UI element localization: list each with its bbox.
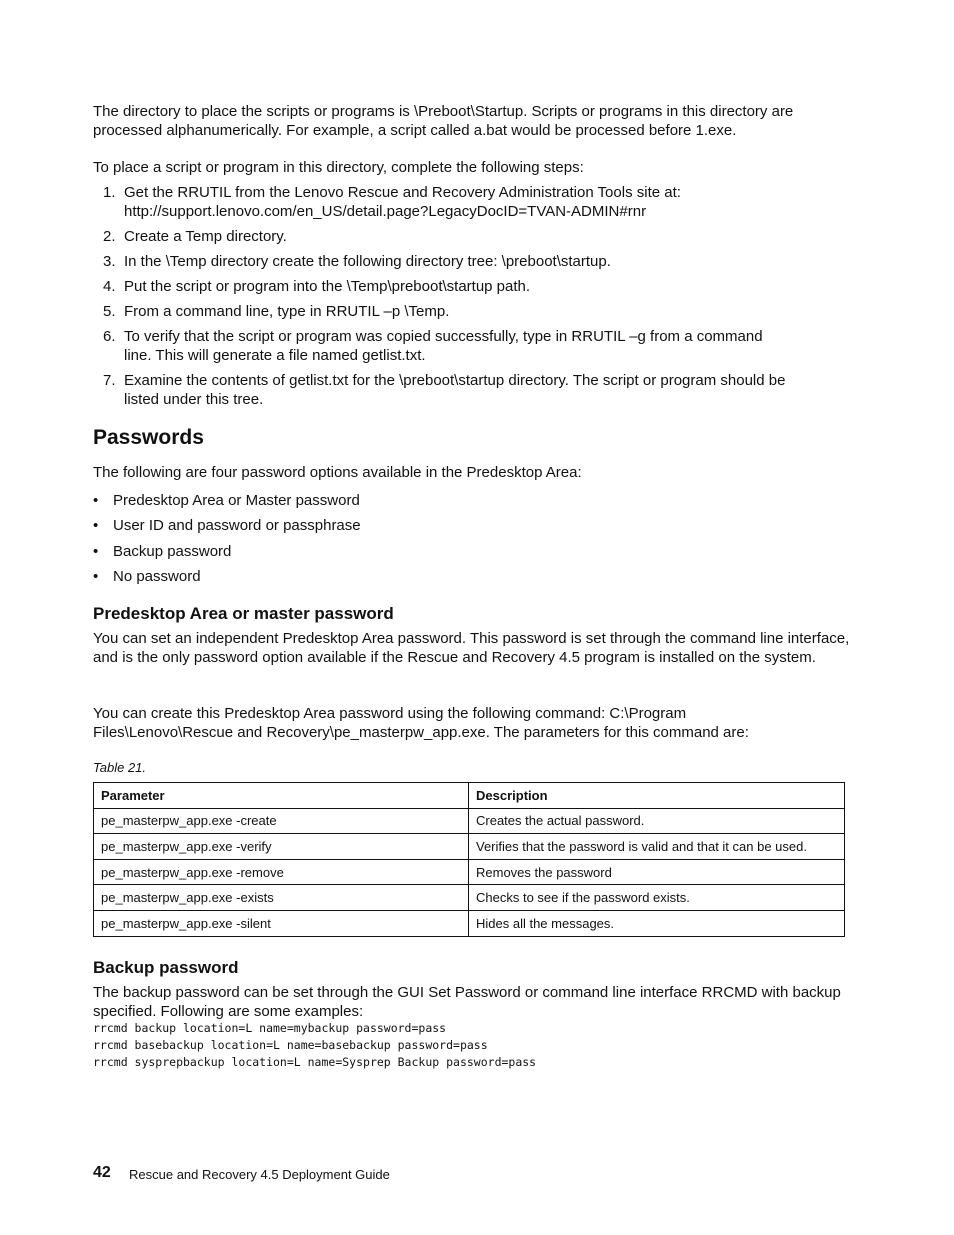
step-text: Examine the contents of getlist.txt for the \preboot\startup directory. The script or program should be	[124, 372, 786, 389]
page-footer	[93, 1164, 390, 1182]
table-header-row	[94, 783, 845, 809]
code-example: rrcmd backup location=L name=mybackup password=pass	[93, 1021, 447, 1035]
step-item	[93, 371, 853, 409]
column-header-description: Description	[469, 783, 845, 809]
table-cell: Hides all the messages.	[469, 910, 845, 936]
step-number: 4.	[103, 278, 116, 295]
step-item	[93, 183, 853, 221]
master-password-heading: Predesktop Area or master password	[93, 604, 394, 623]
code-example: rrcmd basebackup location=L name=basebackup password=pass	[93, 1038, 488, 1052]
master-password-paragraph: You can set an independent Predesktop Area password. This password is set through the command line interface, and is the only password option available if the Rescue and Recovery 4.5 program is installed on the system.	[93, 630, 850, 666]
step-item	[93, 327, 853, 365]
step-number: 2.	[103, 228, 116, 245]
step-text: Put the script or program into the \Temp\preboot\startup path.	[124, 278, 531, 295]
table-row	[94, 910, 845, 936]
list-item-text: No password	[113, 567, 201, 585]
step-text: Create a Temp directory.	[124, 228, 287, 245]
code-example: rrcmd sysprepbackup location=L name=Sysprep Backup password=pass	[93, 1055, 537, 1069]
list-item	[93, 567, 361, 586]
table-cell: Removes the password	[469, 859, 845, 885]
table-cell: pe_masterpw_app.exe -remove	[94, 859, 469, 885]
step-number: 1.	[103, 184, 116, 201]
step-text: To verify that the script or program was copied successfully, type in RRUTIL –g from a command	[124, 328, 763, 345]
list-item	[93, 516, 361, 535]
list-item-text: User ID and password or passphrase	[113, 517, 361, 535]
table-cell: pe_masterpw_app.exe -silent	[94, 910, 469, 936]
table-row	[94, 834, 845, 860]
bullet: •	[93, 567, 99, 585]
step-item	[93, 277, 853, 296]
step-number: 6.	[103, 328, 116, 345]
table-cell: pe_masterpw_app.exe -exists	[94, 885, 469, 911]
table-caption: Table 21.	[93, 760, 147, 775]
column-header-parameter: Parameter	[94, 783, 469, 809]
step-text-continued: listed under this tree.	[124, 391, 264, 408]
table-cell: Verifies that the password is valid and that it can be used.	[469, 834, 845, 860]
bullet: •	[93, 542, 99, 560]
backup-password-paragraph: The backup password can be set through the GUI Set Password or command line interface RRCMD with backup specified. Following are some examples:	[93, 984, 841, 1020]
table-cell: pe_masterpw_app.exe -verify	[94, 834, 469, 860]
step-number: 3.	[103, 253, 116, 270]
list-item	[93, 491, 361, 510]
table-cell: Creates the actual password.	[469, 808, 845, 834]
step-text: Get the RRUTIL from the Lenovo Rescue and Recovery Administration Tools site at:	[124, 184, 681, 201]
list-item-text: Predesktop Area or Master password	[113, 492, 360, 509]
table-row	[94, 885, 845, 911]
step-item	[93, 252, 853, 271]
step-number: 7.	[103, 372, 116, 389]
document-title: Rescue and Recovery 4.5 Deployment Guide	[129, 1167, 390, 1182]
intro-paragraph: The directory to place the scripts or programs is \Preboot\Startup. Scripts or programs in this directory are processed alphanumerically. For example, a script called a.bat would be processed before 1.exe.	[93, 103, 794, 139]
rrutil-link[interactable]: http://support.lenovo.com/en_US/detail.page?LegacyDocID=TVAN-ADMIN#rnr	[124, 203, 647, 220]
master-command-paragraph	[93, 704, 853, 742]
list-item-text: Backup password	[113, 542, 232, 560]
table-row	[94, 859, 845, 885]
bullet: •	[93, 517, 99, 535]
paragraph-line: You can create this Predesktop Area password using the following command: C:\Program	[93, 705, 687, 722]
table-cell: Checks to see if the password exists.	[469, 885, 845, 911]
table-row	[94, 808, 845, 834]
page-number: 42	[93, 1164, 111, 1181]
steps-list	[93, 183, 853, 415]
parameters-table	[93, 782, 845, 937]
step-item	[93, 227, 853, 246]
step-text: From a command line, type in RRUTIL –p \Temp.	[124, 303, 450, 320]
passwords-heading: Passwords	[93, 426, 204, 449]
passwords-intro: The following are four password options available in the Predesktop Area:	[93, 464, 582, 481]
bullet: •	[93, 492, 99, 509]
paragraph-line: Files\Lenovo\Rescue and Recovery\pe_masterpw_app.exe. The parameters for this command are:	[93, 724, 749, 741]
backup-password-heading: Backup password	[93, 958, 239, 977]
list-item	[93, 542, 361, 561]
table-cell: pe_masterpw_app.exe -create	[94, 808, 469, 834]
password-options-list	[93, 491, 361, 592]
step-text: In the \Temp directory create the following directory tree: \preboot\startup.	[124, 253, 611, 270]
step-text-continued: line. This will generate a file named getlist.txt.	[124, 347, 426, 364]
step-number: 5.	[103, 303, 116, 320]
steps-intro: To place a script or program in this directory, complete the following steps:	[93, 159, 584, 176]
step-item	[93, 302, 853, 321]
